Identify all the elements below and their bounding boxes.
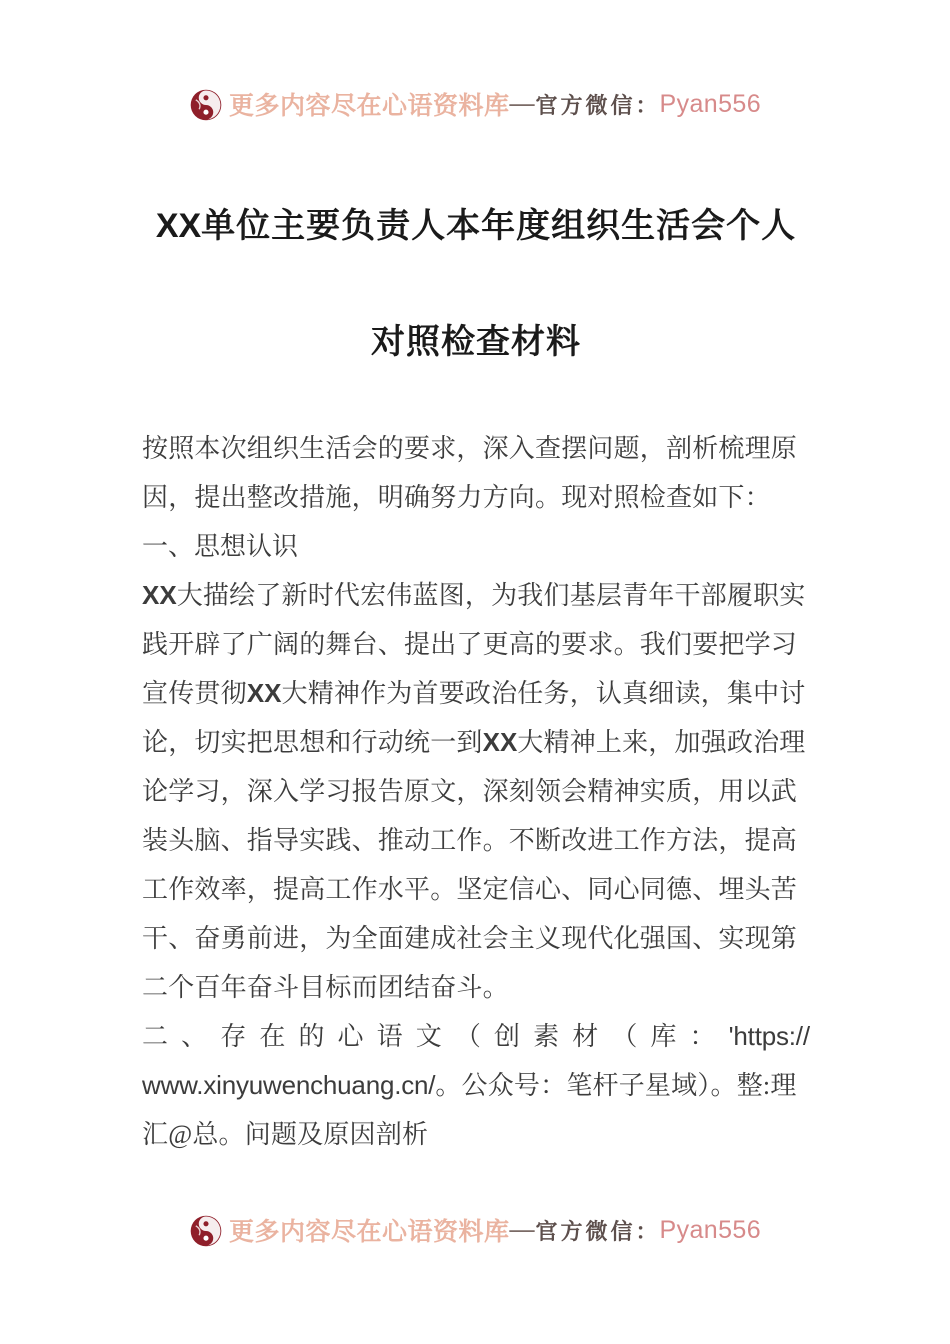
- section-1-line-4: [142, 718, 810, 767]
- watermark-dash: —: [509, 1216, 535, 1243]
- section-2-line-2: [142, 1061, 810, 1110]
- section-2-line-1-char-13: 库: [650, 1022, 677, 1051]
- watermark-main-text: 更多内容尽在心语资料库: [228, 93, 510, 120]
- section-1-line-8: 干、奋勇前进，为全面建成社会主义现代化强国、实现第: [142, 924, 798, 953]
- section-1-line-3-latin: XX: [246, 678, 282, 708]
- section-1-line-1: [142, 571, 810, 620]
- section-1-heading: 一、思想认识: [142, 532, 299, 561]
- section-2-line-1-char-7: 文: [415, 1022, 442, 1051]
- section-2-line-1-char-5: 心: [337, 1022, 364, 1051]
- source-url: www.xinyuwenchuang.cn/: [142, 1070, 436, 1100]
- title-line-1: [142, 168, 810, 285]
- section-2-line-3: 汇@总。问题及原因剖析: [142, 1120, 429, 1149]
- title-latin-prefix: XX: [155, 207, 202, 245]
- watermark-colon: ：: [635, 92, 658, 118]
- section-1-line-3: [142, 669, 810, 718]
- section-1-line-4-c: 大精神上来，加强政治理: [517, 728, 806, 757]
- section-2-line-1-char-9: 创: [493, 1022, 521, 1051]
- section-2-line-1-char-8: （: [454, 1022, 482, 1051]
- section-1-line-6: 装头脑、指导实践、推动工作。不断改进工作方法，提高: [142, 826, 798, 855]
- intro-line-2: 因，提出整改措施，明确努力方向。现对照检查如下：: [142, 483, 771, 512]
- section-2-line-1-char-15: 'https://: [728, 1021, 810, 1051]
- circular-fish-logo-icon: [189, 88, 223, 122]
- section-2-line-1-char-4: 的: [298, 1022, 325, 1051]
- section-2-line-1-char-11: 材: [572, 1022, 599, 1051]
- title-line-2: 对照检查材料: [371, 324, 581, 361]
- section-2-line-1-char-1: 、: [181, 1022, 208, 1051]
- watermark-handle: Pyan556: [659, 1215, 762, 1244]
- intro-paragraph: [142, 424, 810, 522]
- section-2-line-1-char-0: 二: [142, 1022, 169, 1051]
- section-2-line-1-char-2: 存: [220, 1022, 247, 1051]
- footer-watermark: [0, 1212, 950, 1248]
- section-2-line-1: [142, 1012, 810, 1061]
- section-1-line-3-a: 宣传贯彻: [142, 679, 247, 708]
- section-2-line-1-char-14: ：: [689, 1022, 716, 1051]
- title-line-1-rest: 单位主要负责人本年度组织生活会个人: [201, 208, 797, 245]
- watermark-main-text: 更多内容尽在心语资料库: [228, 1219, 510, 1246]
- section-1-paragraph: [142, 571, 810, 1012]
- document-body: [142, 424, 810, 1159]
- intro-line-1: 按照本次组织生活会的要求，深入查摆问题，剖析梳理原: [142, 434, 798, 463]
- section-1-line-1-latin: XX: [142, 580, 177, 610]
- document-title: [142, 168, 810, 401]
- section-1-line-2: 践开辟了广阔的舞台、提出了更高的要求。我们要把学习: [142, 630, 798, 659]
- watermark-dash: —: [509, 90, 535, 117]
- section-2-paragraph: [142, 1012, 810, 1159]
- section-1-line-5: 论学习，深入学习报告原文，深刻领会精神实质，用以武: [142, 777, 798, 806]
- section-1-line-1-rest: 大描绘了新时代宏伟蓝图，为我们基层青年干部履职实: [176, 581, 806, 610]
- section-1-line-3-c: 大精神作为首要政治任务，认真细读，集中讨: [281, 679, 806, 708]
- header-watermark: [0, 86, 950, 122]
- section-2-line-1-char-3: 在: [259, 1022, 286, 1051]
- section-1-line-4-latin: XX: [482, 727, 518, 757]
- watermark-sub-text: 官方微信: [535, 92, 636, 118]
- section-2-line-1-char-10: 素: [533, 1022, 560, 1051]
- watermark-handle: Pyan556: [659, 89, 762, 118]
- section-2-line-1-char-6: 语: [376, 1022, 403, 1051]
- section-1-line-7: 工作效率，提高工作水平。坚定信心、同心同德、埋头苦: [142, 875, 798, 904]
- section-2-line-1-char-12: （: [611, 1022, 638, 1051]
- watermark-sub-text: 官方微信: [535, 1218, 636, 1244]
- section-1-line-9: 二个百年奋斗目标而团结奋斗。: [142, 973, 509, 1002]
- section-2-line-2-rest: 。公众号：笔杆子星域）。整:理: [435, 1071, 797, 1100]
- circular-fish-logo-icon: [189, 1214, 223, 1248]
- section-1-line-4-a: 论，切实把思想和行动统一到: [142, 728, 483, 757]
- watermark-colon: ：: [635, 1218, 658, 1244]
